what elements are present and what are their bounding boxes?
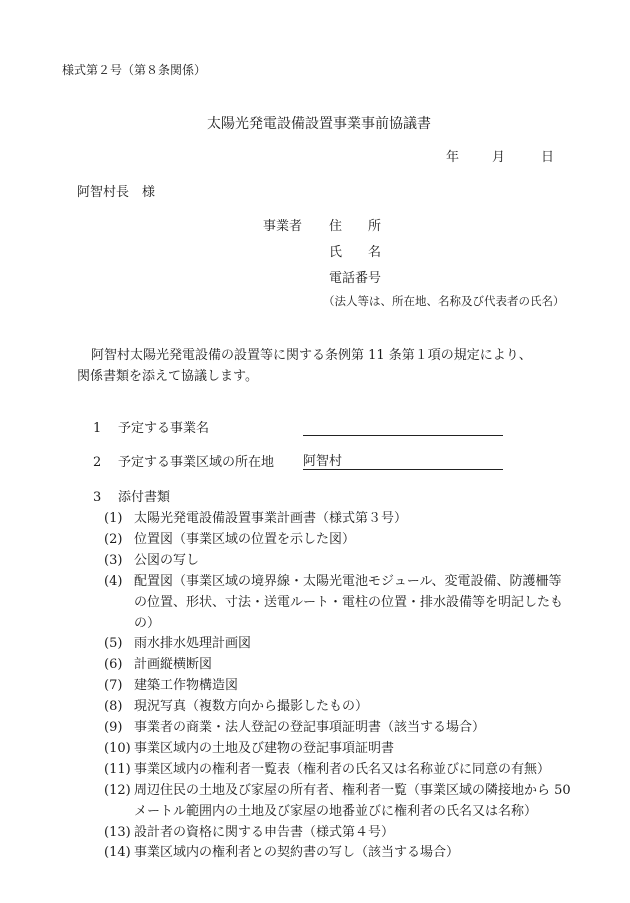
attachment-number: (4) — [104, 573, 123, 589]
attachment-item — [104, 510, 407, 528]
attachment-number: (10) — [104, 740, 131, 756]
name-label: 氏 名 — [329, 245, 382, 260]
attachment-item — [104, 573, 561, 591]
attachment-number: (14) — [104, 845, 131, 861]
attachment-text: 事業者の商業・法人登記の登記事項証明書（該当する場合） — [134, 720, 486, 735]
attachment-text: 設計者の資格に関する申告書（様式第４号） — [134, 824, 395, 840]
body-text-line-1: 阿智村太陽光発電設備の設置等に関する条例第 11 条第１項の規定により、 — [91, 348, 532, 363]
date-month-label: 月 — [492, 150, 506, 165]
attachment-text: 位置図（事業区域の位置を示した図） — [134, 531, 356, 547]
attachment-text: 建築工作物構造図 — [134, 678, 239, 694]
attachment-item — [104, 782, 571, 800]
attachment-text: 周辺住民の土地及び家屋の所有者、権利者一覧（事業区域の隣接地から 50 — [134, 782, 571, 798]
attachment-item — [104, 677, 238, 695]
form-number: 様式第２号（第８条関係） — [62, 63, 207, 77]
item-number: 1 — [93, 421, 102, 436]
item-label: 予定する事業区域の所在地 — [118, 455, 275, 470]
attachment-item — [104, 531, 355, 549]
attachment-item — [104, 740, 394, 758]
attachment-text: 事業区域内の土地及び建物の登記事項証明書 — [134, 740, 395, 756]
attachment-text: 計画縦横断図 — [134, 657, 213, 673]
attachment-number: (8) — [104, 699, 123, 715]
applicant-label: 事業者 — [263, 219, 303, 234]
attachment-number: (3) — [104, 552, 123, 568]
attachment-number: (12) — [104, 782, 131, 798]
project-location-field[interactable] — [303, 453, 503, 470]
attachment-item — [104, 844, 459, 862]
addressee: 阿智村長 様 — [77, 185, 156, 200]
attachment-number: (7) — [104, 678, 123, 694]
page-title: 太陽光発電設備設置事業事前協議書 — [207, 116, 431, 132]
attachment-number: (13) — [104, 824, 131, 840]
attachment-item — [104, 761, 550, 779]
item-number: 3 — [93, 490, 102, 505]
date-day-label: 日 — [541, 150, 555, 165]
attachment-item — [104, 656, 212, 674]
attachment-item — [104, 719, 485, 737]
attachment-text: 公図の写し — [134, 552, 200, 568]
item-label: 予定する事業名 — [118, 421, 210, 436]
attachment-text: 事業区域内の権利者一覧表（権利者の氏名又は名称並びに同意の有無） — [134, 761, 551, 777]
attachment-number: (9) — [104, 720, 123, 735]
attachment-text: 雨水排水処理計画図 — [134, 636, 252, 652]
attachment-number: (11) — [104, 761, 131, 777]
attachment-text-continued: の位置、形状、寸法・送電ルート・電柱の位置・排水設備等を明記したも — [134, 594, 564, 610]
attachments-heading-label: 添付書類 — [118, 490, 171, 505]
address-label: 住 所 — [329, 219, 382, 234]
project-name-field[interactable] — [303, 419, 503, 436]
body-text-line-2: 関係書類を添えて協議します。 — [77, 369, 258, 384]
attachment-text-continued: メートル範囲内の土地及び家屋の地番並びに権利者の氏名又は名称） — [134, 803, 538, 819]
attachment-number: (5) — [104, 636, 123, 652]
date-year-label: 年 — [446, 150, 460, 165]
attachment-text: 現況写真（複数方向から撮影したもの） — [134, 699, 369, 715]
attachment-text: 配置図（事業区域の境界線・太陽光電池モジュール、変電設備、防護柵等 — [134, 573, 562, 589]
corporate-note: （法人等は、所在地、名称及び代表者の氏名） — [323, 294, 565, 308]
attachment-text-continued: の） — [134, 615, 161, 631]
attachment-item — [104, 552, 199, 570]
phone-label: 電話番号 — [329, 271, 382, 286]
attachment-item — [104, 635, 251, 653]
project-location-value: 阿智村 — [303, 454, 343, 469]
attachment-item — [104, 698, 368, 716]
item-number: 2 — [93, 455, 102, 470]
attachment-text: 事業区域内の権利者との契約書の写し（該当する場合） — [134, 845, 460, 861]
attachment-item — [104, 824, 394, 842]
attachment-text: 太陽光発電設備設置事業計画書（様式第３号） — [134, 511, 408, 526]
attachment-number: (1) — [104, 511, 123, 526]
attachment-number: (6) — [104, 657, 123, 673]
attachment-number: (2) — [104, 531, 123, 547]
